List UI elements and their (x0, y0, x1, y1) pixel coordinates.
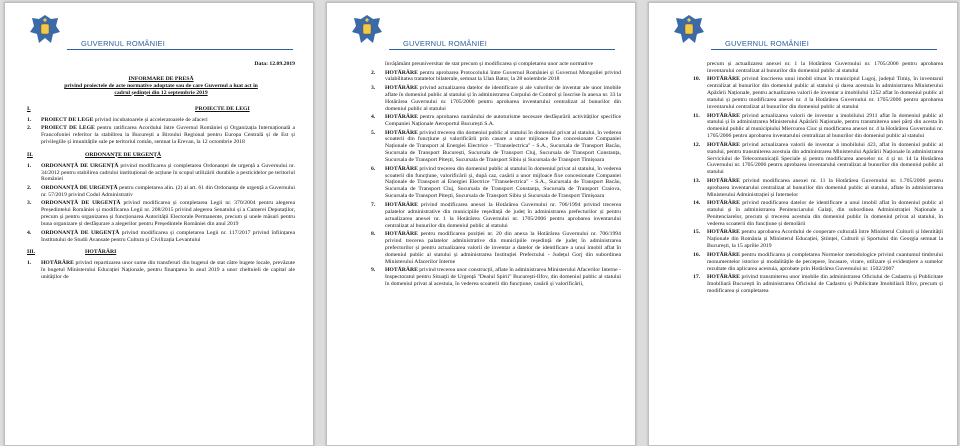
document-title: INFORMARE DE PRESĂ (128, 75, 194, 82)
header-rule (389, 49, 615, 50)
item-text: pentru aprobarea numărului de autoturisme necesare desfășurării activităților specifice Companiei Naționale Aeroportul București S.A. (385, 114, 621, 128)
coat-of-arms-icon (349, 13, 385, 47)
item-number: 3. (27, 200, 32, 207)
list-item (371, 231, 621, 266)
item-type: HOTĂRÂRE (385, 69, 418, 76)
item-type: HOTĂRÂRE (707, 76, 740, 83)
item-number: 17. (693, 274, 701, 281)
item-text: pentru modificarea poziției nr. 20 din anexa la Hotărârea Guvernului nr. 706/1994 privind trecerea palatelor administrative din municipiile reședință de județ în administrarea prefecturilor și pentru actualizarea valorii de inventar a datelor de identificare a unui imobil aflat în domeniul public al statului și administrarea Instituției Prefectului - Județul Gorj din subordinea Ministerului Afacerilor Interne (385, 231, 621, 265)
list-item (371, 166, 621, 201)
item-text: privind repartizarea unor sume din transferuri din bugetul de stat către bugete locale, prevăzute în bugetul Ministerului Educației Naționale, pentru finanțarea în anul 2019 a unor cheltuieli de capital ale unităților de (41, 260, 295, 281)
item-type: HOTĂRÂRE (385, 114, 418, 121)
list-item (27, 260, 295, 281)
item-number: 5. (371, 129, 376, 136)
document-subtitle-line-2: cadrul ședinței din 12 septembrie 2019 (114, 89, 208, 96)
item-type: ORDONANȚĂ DE URGENȚĂ (41, 184, 118, 191)
item-type: ORDONANȚĂ DE URGENȚĂ (41, 200, 121, 207)
item-number: 8. (371, 231, 376, 237)
item-number: 2. (27, 184, 32, 191)
page-1-body (27, 61, 295, 283)
item-type: HOTĂRÂRE (385, 231, 418, 237)
item-type: HOTĂRÂRE (385, 267, 418, 274)
item-number: 3. (371, 84, 376, 91)
item-number: 2. (27, 125, 32, 132)
list-item (371, 114, 621, 128)
item-type: HOTĂRÂRE (707, 229, 740, 236)
document-subtitle-line-1: privind proiectele de acte normative adoptate sau de care Guvernul a luat act în (64, 82, 258, 89)
list-item (693, 142, 943, 177)
item-number: 10. (693, 76, 701, 83)
item-type: HOTĂRÂRE (41, 260, 74, 267)
item-text: privind trecerea unor construcții, aflate în administrarea Ministerului Afacerilor Interne - Inspectoratul pentru Situații de Urgență "Dealul Spirii" București-Ilfov, din domeniul public al statului în domeniul privat al acestuia, în vederea scoaterii din funcțiune, casării și valorificării, (385, 267, 621, 287)
item-number: 6. (371, 165, 376, 172)
item-type: PROIECT DE LEGE (41, 125, 95, 132)
item-text: privind actualizarea datelor de identificare și ale valorilor de inventar ale unor imobile aflate în domeniul public al statului și în administrarea Corpului de Control și înscrise în anexa nr. 33 la Hotărârea Guvernului nr. 1705/2006 pentru aprobarea inventarului centralizat al bunurilor din domeniul public al statului (385, 84, 621, 112)
document-page-1 (4, 2, 314, 446)
item-type: HOTĂRÂRE (385, 201, 418, 208)
item-text: privind modificarea datelor de identificare a unui imobil aflat în domeniul public al statului și în administrarea Penitenciarului Galați, din subordinea Administrației Naționale a Penitenciarelor, precum și trecerea acestuia din domeniul public în domeniul privat al statului, în vederea scoaterii din funcțiune și demolării (707, 200, 943, 227)
item-text: privind trecerea din domeniul public al statului în domeniul privat al statului, în vederea scoaterii din funcțiune, valorificării și, după caz, casării a unor mijloace fixe concesionate Companiei Naționale de Transport al Energiei Electrice "Transelectrica" - S.A., Sucursala de Transport Bacău, Sucursala de Transport Cluj, Sucursala de Transport Constanța, Sucursala de Transport Craiova, Sucursala de Transport Pitești, Sucursala de Transport Sibiu și Sucursala de Transport Timișoara (385, 165, 621, 200)
item-text: pentru aprobarea Acordului de cooperare culturală între Ministerul Culturii și Identității Naționale din România și Ministerul Educației, Științei, Culturii și Sportului din Georgia semnat la București, la 15 aprilie 2019 (707, 229, 943, 250)
item-type: HOTĂRÂRE (707, 274, 740, 281)
list-item (371, 130, 621, 165)
coat-of-arms-icon (671, 13, 707, 47)
list-item (693, 252, 943, 273)
item-type: HOTĂRÂRE (385, 129, 418, 136)
section-heading (27, 152, 295, 159)
list-item (27, 230, 295, 244)
list-item (693, 200, 943, 228)
item-type: ORDONANȚĂ DE URGENȚĂ (41, 162, 119, 169)
item-number: 11. (693, 112, 700, 119)
list-item (27, 125, 295, 146)
item-text: privind actualizarea valorii de inventar a imobilului 2911 aflat în domeniul public al statului și în administrarea Ministerului Apărării Naționale, pentru transmiterea unei părți din acesta în domeniul public al municipiului Miercurea Ciuc și modificarea anexei nr. 4 la Hotărârea Guvernului nr. 1705/2006 pentru aprobarea inventarului centralizat al bunurilor din domeniul public al statului (707, 112, 943, 140)
item-type: HOTĂRÂRE (707, 200, 740, 207)
page-3-body (693, 61, 943, 296)
item-text: privind actualizarea valorii de inventar a imobilului 423, aflat în domeniul public al statului, pentru transmiterea acestuia din administrarea Ministerului Apărării Naționale în administrarea Serviciului de Telecomunicații Speciale și pentru modificarea anexelor nr. 4 și nr. 14 la Hotărârea Guvernului nr. 1705/2006 pentru aprobarea inventarului centralizat al bunurilor din domeniul public al statului (707, 141, 943, 176)
section-title: PROIECTE DE LEGI (195, 105, 250, 112)
section-title: HOTĂRÂRI (85, 249, 117, 256)
item-text: privind înscrierea unui imobil situat în municipiul Lugoj, județul Timiș, în inventarul centralizat al bunurilor din domeniul public al statului și darea acestuia în administrarea Ministerului Apărării Naționale, pentru actualizarea valorii de inventar a imobilului 1252 aflat în domeniul public al statului și pentru modificarea anexei nr. 4 la Hotărârea Guvernului nr. 1705/2006 pentru aprobarea inventarului centralizat al bunurilor din domeniul public al statului (707, 76, 943, 111)
section-heading (27, 249, 295, 256)
page-2-body (371, 61, 621, 289)
item-number: 13. (693, 177, 701, 184)
list-item (693, 229, 943, 250)
list-item (371, 70, 621, 84)
item-type: PROIECT DE LEGE (41, 116, 94, 123)
document-page-2 (326, 2, 636, 446)
list-item (27, 185, 295, 199)
government-label: GUVERNUL ROMÂNIEI (403, 39, 487, 48)
section-roman-numeral: III. (27, 249, 36, 256)
list-item (27, 117, 295, 124)
item-number: 15. (693, 229, 701, 236)
list-item (371, 267, 621, 288)
section-heading (27, 106, 295, 113)
header-rule (711, 49, 937, 50)
item-number: 4. (27, 229, 32, 236)
list-item (693, 113, 943, 141)
item-number: 9. (371, 267, 376, 274)
government-label: GUVERNUL ROMÂNIEI (725, 39, 809, 48)
coat-of-arms-icon (27, 13, 63, 47)
item-number: 16. (693, 251, 701, 258)
item-number: 1. (27, 116, 32, 123)
item-text: privind modificarea anexei la Hotărârea Guvernului nr. 706/1994 privind trecerea palatelor administrative din municipiile reședință de județ în administrarea prefecturilor și pentru actualizarea anexei nr. 1 la Hotărârea Guvernului nr. 1705/2006 pentru aprobarea inventarului centralizat al bunurilor din domeniul public al statului (385, 201, 621, 229)
item-type: HOTĂRÂRE (707, 141, 740, 148)
continuation-text: precum și actualizarea anexei nr. 1 la Hotărârea Guvernului nr. 1705/2006 pentru aprobarea inventarului centralizat al bunurilor din domeniul public al statului (707, 61, 943, 74)
list-item (27, 200, 295, 228)
item-text: privind transmiterea unor imobile din administrarea Oficiului de Cadastru și Publicitate Imobiliară București în administrarea Oficiului de Cadastru și Publicitate Imobiliară Ilfov, precum și modificarea și completarea (707, 274, 943, 294)
item-text: pentru ratificarea Acordului între Guvernul României și Organizația Internațională a Francofoniei referitor la stabilirea la București a Biroului Regional pentru Europa Centrală și de Est și privilegiile și imunitățile sale pe teritoriul român, semnat la Erevan, la 12 octombrie 2018 (41, 125, 295, 145)
item-text: pentru modificarea și completarea Normelor metodologice privind cuantumul timbrului monumentelor istorice și modalitățile de percepere, încasare, virare, utilizare și evidențiere a sumelor rezultate din aplicarea acestuia, aprobate prin Hotărârea Guvernului nr. 1502/2007 (707, 251, 943, 272)
document-date: Data: 12.09.2019 (254, 61, 295, 67)
item-number: 12. (693, 141, 701, 148)
page-header (669, 13, 939, 53)
item-type: HOTĂRÂRE (707, 251, 740, 258)
item-text: privind modificarea anexei nr. 11 la Hotărârea Guvernului nr. 1.705/2006 pentru aprobarea inventarului centralizat al bunurilor din domeniul public al statului, aflate în administrarea Ministerului Administrației și Internelor (707, 177, 943, 198)
item-number: 7. (371, 201, 376, 208)
item-number: 4. (371, 114, 376, 121)
list-item (693, 178, 943, 199)
item-text: privind modificarea și completarea Ordonanței de urgență a Guvernului nr. 34/2012 pentru stabilirea cadrului instituțional de acțiune în scopul utilizării durabile a pesticidelor pe teritoriul României (41, 162, 295, 183)
header-rule (67, 49, 293, 50)
item-text: pentru completarea alin. (2) al art. 61 din Ordonanța de urgență a Guvernului nr. 57/2019 privind Codul Administrativ (41, 184, 295, 198)
section-roman-numeral: I. (27, 105, 31, 112)
list-item (693, 274, 943, 295)
item-text: privind trecerea din domeniul public al statului în domeniul privat al statului, în vederea scoaterii din funcțiune și valorificării prin casare a unor mijloace fixe concesionate Companiei Naționale de Transport al Energiei Electrice - "Transelectrica" - S.A., Sucursala de Transport Bacău, Sucursala de Transport București, Sucursala de Transport Cluj, Sucursala de Transport Constanța, Sucursala de Transport Pitești, Sucursala de Transport Sibiu și Sucursala de Transport Timișoara (385, 129, 621, 164)
page-header (25, 13, 295, 53)
item-type: ORDONANȚĂ DE URGENȚĂ (41, 229, 120, 236)
item-number: 14. (693, 200, 701, 207)
item-type: HOTĂRÂRE (385, 84, 418, 91)
document-page-3 (648, 2, 958, 446)
government-label: GUVERNUL ROMÂNIEI (81, 39, 165, 48)
item-text: privind modificarea și completarea Legii nr. 370/2004 pentru alegerea Președintelui României și modificarea Legii nr. 208/2015 privind alegerea Senatului și a Camerei Deputaților, precum și pentru organizarea și funcționarea Autorității Electorale Permanente, precum și unele măsuri pentru buna organizare și desfășurare a alegerilor pentru Președintele României din anul 2019 (41, 200, 295, 228)
item-type: HOTĂRÂRE (707, 177, 740, 184)
item-type: HOTĂRÂRE (707, 112, 740, 119)
section-title: ORDONANȚE DE URGENȚĂ (85, 151, 162, 158)
item-number: 1. (27, 162, 32, 169)
list-item (371, 202, 621, 230)
list-item (693, 76, 943, 111)
list-item (371, 85, 621, 113)
item-number: 2. (371, 69, 376, 76)
item-text: privind modificarea și completarea Legii nr. 117/2017 privind înființarea Institutului de Studii Avansate pentru Cultura și Civilizația Levantului (41, 229, 295, 243)
list-item (27, 163, 295, 184)
item-text: pentru aprobarea Protocolului între Guvernul României și Guvernul Mongoliei privind valabilitatea tratatelor bilaterale, semnat la Ulan Bator, la 28 noiembrie 2018 (385, 69, 621, 83)
item-number: 1. (27, 260, 32, 267)
page-header (347, 13, 617, 53)
section-roman-numeral: II. (27, 151, 33, 158)
continuation-text: învățământ preuniversitar de stat precum și modificarea și completarea unor acte normative (385, 61, 593, 67)
item-type: HOTĂRÂRE (385, 165, 418, 172)
item-text: privind incubatoarele și acceleratoarele de afaceri (93, 116, 208, 123)
